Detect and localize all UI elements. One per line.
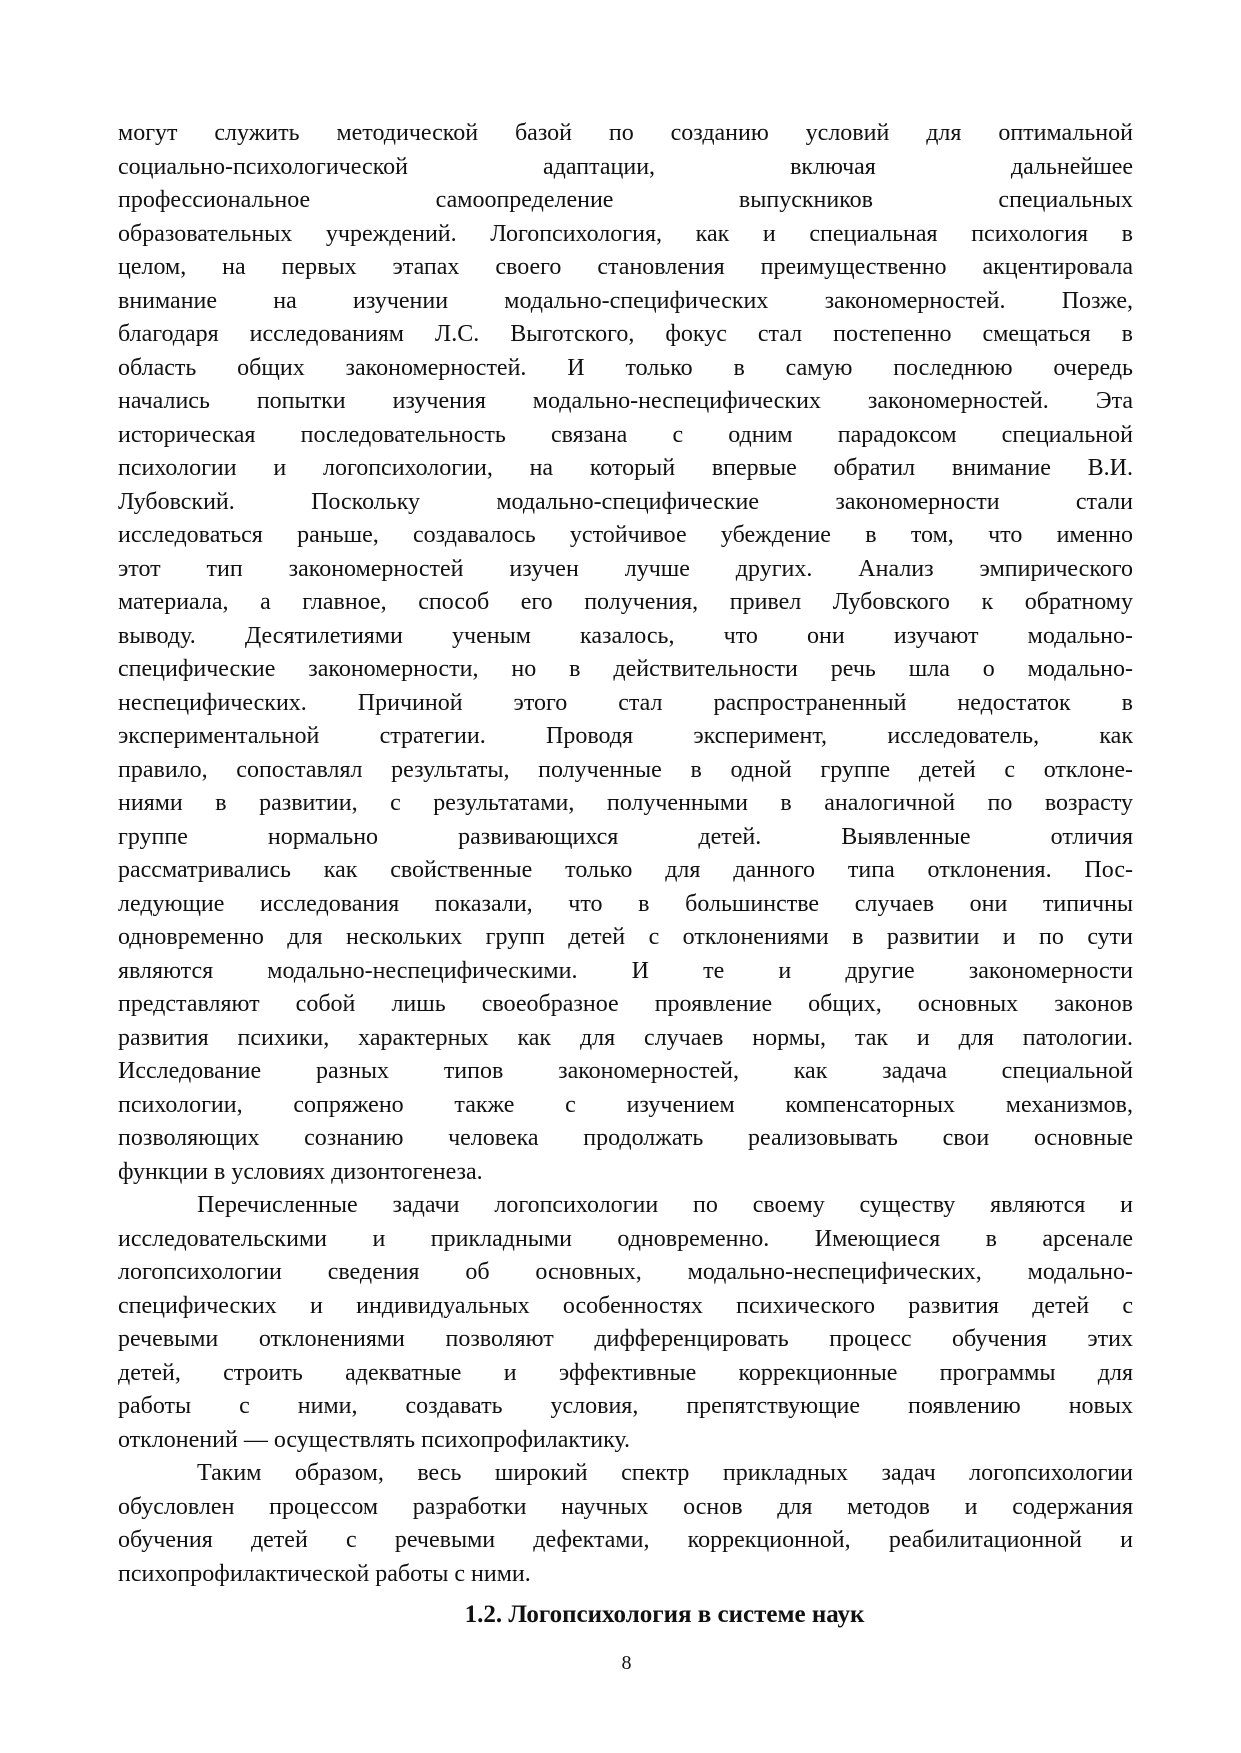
text-line: Перечисленные задачи логопсихологии по своему существу являются и — [197, 1192, 1133, 1218]
text-line: обусловлен процессом разработки научных основ для методов и содержания — [118, 1493, 1133, 1520]
text-line: Таким образом, весь широкий спектр прикладных задач логопсихологии — [197, 1460, 1133, 1486]
text-line: функции в условиях дизонтогенеза. — [118, 1158, 483, 1185]
text-line: специфических и индивидуальных особенностях психического развития детей с — [118, 1292, 1133, 1319]
text-line: речевыми отклонениями позволяют дифференцировать процесс обучения этих — [118, 1326, 1133, 1352]
text-line: специфические закономерности, но в действительности речь шла о модально- — [118, 656, 1133, 682]
text-line: работы с ними, создавать условия, препятствующие появлению новых — [118, 1393, 1133, 1419]
text-line: являются модально-неспецифическими. И те и другие закономерности — [118, 957, 1133, 984]
text-line: обучения детей с речевыми дефектами, коррекционной, реабилитационной и — [118, 1527, 1133, 1553]
text-line: психопрофилактической работы с ними. — [118, 1560, 531, 1587]
text-line: детей, строить адекватные и эффективные коррекционные программы для — [118, 1359, 1133, 1386]
text-line: экспериментальной стратегии. Проводя эксперимент, исследователь, как — [118, 723, 1133, 749]
page-number: 8 — [621, 1652, 632, 1674]
text-line: психологии и логопсихологии, на который впервые обратил внимание В.И. — [118, 455, 1133, 481]
text-line: правило, сопоставлял результаты, полученные в одной группе детей с отклоне- — [118, 756, 1133, 783]
body-text — [118, 117, 1133, 1591]
text-line: психологии, сопряжено также с изучением компенсаторных механизмов, — [118, 1091, 1133, 1118]
text-line: отклонений — осуществлять психопрофилактику. — [118, 1426, 630, 1453]
text-line: развития психики, характерных как для случаев нормы, так и для патологии. — [118, 1024, 1133, 1051]
text-line: целом, на первых этапах своего становления преимущественно акцентировала — [118, 254, 1133, 280]
text-line: область общих закономерностей. И только в самую последнюю очередь — [118, 354, 1133, 381]
text-line: социально-психологической адаптации, включая дальнейшее — [118, 153, 1133, 180]
text-line: ниями в развитии, с результатами, полученными в аналогичной по возрасту — [118, 790, 1133, 816]
text-line: логопсихологии сведения об основных, модально-неспецифических, модально- — [118, 1259, 1133, 1285]
text-line: Исследование разных типов закономерностей, как задача специальной — [118, 1058, 1133, 1084]
text-line: одновременно для нескольких групп детей с отклонениями в развитии и по сути — [118, 924, 1133, 950]
text-line: выводу. Десятилетиями ученым казалось, что они изучают модально- — [118, 622, 1133, 649]
text-line: начались попытки изучения модально-неспецифических закономерностей. Эта — [118, 388, 1133, 414]
text-line: исследовательскими и прикладными одновременно. Имеющиеся в арсенале — [118, 1225, 1133, 1252]
section-heading: 1.2. Логопсихология в системе наук — [464, 1601, 865, 1628]
text-line: этот тип закономерностей изучен лучше других. Анализ эмпирического — [118, 555, 1133, 582]
text-line: образовательных учреждений. Логопсихология, как и специальная психология в — [118, 220, 1133, 247]
text-line: материала, а главное, способ его получения, привел Лубовского к обратному — [118, 589, 1133, 615]
text-line: позволяющих сознанию человека продолжать реализовывать свои основные — [118, 1125, 1133, 1151]
text-line: исследоваться раньше, создавалось устойчивое убеждение в том, что именно — [118, 522, 1133, 548]
text-line: ледующие исследования показали, что в большинстве случаев они типичны — [118, 890, 1133, 917]
text-line: группе нормально развивающихся детей. Выявленные отличия — [118, 823, 1133, 850]
text-line: рассматривались как свойственные только для данного типа отклонения. Пос- — [118, 857, 1133, 883]
text-line: профессиональное самоопределение выпускников специальных — [118, 187, 1133, 213]
text-line: могут служить методической базой по созданию условий для оптимальной — [118, 120, 1133, 146]
text-line: благодаря исследованиям Л.С. Выготского, фокус стал постепенно смещаться в — [118, 321, 1133, 347]
text-line: неспецифических. Причиной этого стал распространенный недостаток в — [118, 689, 1133, 716]
text-line: историческая последовательность связана с одним парадоксом специальной — [118, 421, 1133, 448]
text-line: Лубовский. Поскольку модально-специфические закономерности стали — [118, 488, 1133, 515]
text-line: внимание на изучении модально-специфических закономерностей. Позже, — [118, 287, 1133, 314]
text-line: представляют собой лишь своеобразное проявление общих, основных законов — [118, 991, 1133, 1017]
